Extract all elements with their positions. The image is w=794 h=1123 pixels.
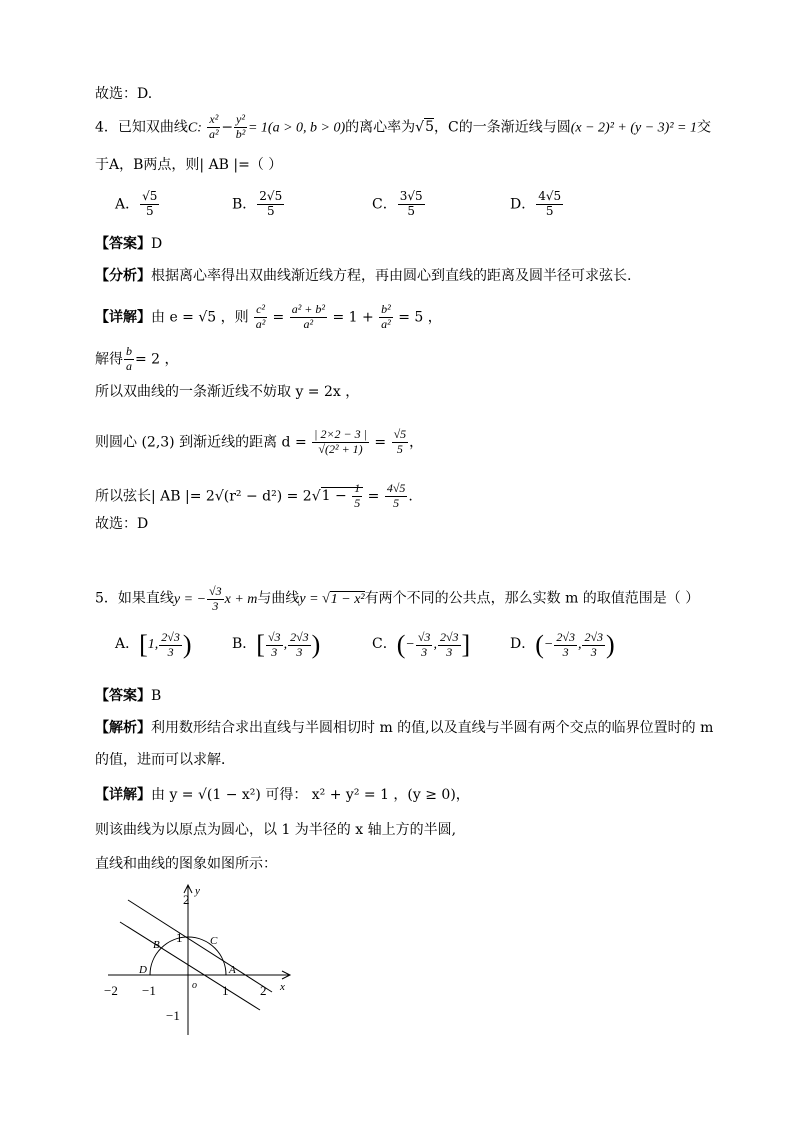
option-fraction: $\frac{4√5}{5}$ xyxy=(538,189,562,218)
option-fraction: $\frac{2√5}{5}$ xyxy=(259,189,283,218)
y-tick-2: 2 xyxy=(183,892,190,907)
answer-tag: 【答案】 xyxy=(95,688,151,704)
q4-conclusion: 故选：D xyxy=(95,516,149,532)
q4-stem-end: 交 xyxy=(696,119,711,136)
option-letter: A． xyxy=(115,196,140,213)
option-letter: D． xyxy=(510,196,536,213)
origin-label: o xyxy=(192,980,197,991)
analysis-tag: 【分析】 xyxy=(95,268,151,284)
frac-1-5: $\frac{1}{5}$ xyxy=(354,481,361,510)
frac-b-a: $\frac{b}{a}$ xyxy=(126,344,132,373)
q4-stem-mid2: ，C的一条渐近线与圆 xyxy=(434,119,571,136)
option-fraction: $\frac{√5}{5}$ xyxy=(142,189,158,218)
frac-4sqrt5-5: $\frac{4√5}{5}$ xyxy=(386,481,406,510)
q5-curve-eq: y = √1 − x² xyxy=(299,591,365,607)
q4-sqrt5: 5 xyxy=(425,119,434,136)
q4-stem: 4．已知双曲线C: $\frac{\text{x²}}{\text{a²}}$ − $\frac{\text{y²}}{\text{b²}}$ = 1(a > 0, b > 0)的离心率为√5，C的一条渐近线与圆(x − 2)² + (y − 3)² = 1交 xyxy=(95,112,711,141)
analysis-text: 利用数形结合求出直线与半圆相切时 m 的值,以及直线与半圆有两个交点的临界位置时的 m xyxy=(151,720,714,736)
q4-stem-line2: 于A，B两点，则| AB |=（ ） xyxy=(95,157,283,173)
y-tick-1: 1 xyxy=(176,930,183,945)
q4-condition: = 1(a > 0, b > 0) xyxy=(247,120,346,136)
q5-stem-mid: 与曲线 xyxy=(257,590,300,607)
option-letter: D． xyxy=(510,636,536,653)
q5-stem xyxy=(95,585,699,614)
q4-detail-2 xyxy=(95,345,179,374)
q4-analysis xyxy=(95,269,631,283)
analysis-tag: 【解析】 xyxy=(95,720,151,736)
detail-text: ， xyxy=(409,434,424,451)
frac-a2b2-a2: $\frac{\text{a² + b²}}{\text{a²}}$ xyxy=(291,302,325,331)
detail-text: . xyxy=(408,488,413,505)
q5-analysis-1 xyxy=(95,721,713,735)
y-tick-neg1: −1 xyxy=(166,1008,180,1023)
q4-stem-prefix: 4．已知双曲线 xyxy=(95,119,188,136)
q4-detail-4: 则圆心 (2,3) 到渐近线的距离 d = $\frac{| 2\times 2 - 3 |}{\text{√(2² + 1)}}$ = $\frac{√5}{5}$ ， xyxy=(95,427,424,456)
q5-option-a: A．[1, $\frac{2√3}{3}$ ) xyxy=(115,629,192,659)
detail-text: 所以弦长| AB |= 2√(r² − d²) = 2 xyxy=(95,488,312,505)
detail-text: = 5 ， xyxy=(398,309,442,326)
q4-answer xyxy=(95,237,162,251)
tangent-line xyxy=(128,900,272,992)
detail-text: 由 e = √5 ，则 xyxy=(151,309,249,326)
q4-option-c xyxy=(372,190,426,219)
q4-curve-name: C: xyxy=(187,120,202,136)
q4-detail-3: 所以双曲线的一条渐近线不妨取 y = 2x ， xyxy=(95,384,360,400)
q4-x-frac: $\frac{\text{x²}}{\text{a²}}$ xyxy=(209,112,219,141)
x-tick-2: 2 xyxy=(260,983,267,998)
x-tick-1: 1 xyxy=(222,983,229,998)
point-b-label: B xyxy=(153,939,160,951)
x-tick-neg2: −2 xyxy=(104,983,118,998)
q5-analysis-2: 的值，进而可以求解． xyxy=(95,752,235,768)
q5-option-d: D．(− $\frac{2√3}{3}$ , $\frac{2√3}{3}$ ) xyxy=(510,629,615,659)
q4-stem-mid: 的离心率为 xyxy=(345,119,416,136)
q5-stem-prefix: 5．如果直线 xyxy=(95,590,174,607)
point-c-label: C xyxy=(210,935,218,947)
frac-c2-a2: $\frac{\text{c²}}{\text{a²}}$ xyxy=(255,302,266,331)
answer-value: B xyxy=(151,688,162,704)
q4-option-d xyxy=(510,190,564,219)
q5-stem-end: 有两个不同的公共点，那么实数 m 的取值范围是（ ） xyxy=(364,590,700,607)
q5-answer xyxy=(95,689,161,703)
option-fraction: $\frac{3√5}{5}$ xyxy=(399,189,423,218)
analysis-text: 根据离心率得出双曲线渐近线方程，再由圆心到直线的距离及圆半径可求弦长. xyxy=(151,268,632,284)
frac-distance: $\frac{| 2\times 2 - 3 |}{\text{√(2² + 1)}}$ xyxy=(314,427,367,456)
q4-option-a xyxy=(115,190,160,219)
detail-tag: 【详解】 xyxy=(95,787,151,803)
q5-detail-3: 直线和曲线的图象如图所示： xyxy=(95,856,277,872)
answer-value: D xyxy=(151,236,163,252)
option-letter: C． xyxy=(372,196,397,213)
x-axis-label: x xyxy=(280,981,285,993)
q5-detail-1 xyxy=(95,788,470,802)
point-d-label: D xyxy=(139,964,147,976)
q4-detail-5: 所以弦长| AB |= 2√(r² − d²) = 2√1 − $\frac{1}{5}$ = $\frac{4√5}{5}$ . xyxy=(95,481,413,510)
option-letter: C． xyxy=(372,636,397,653)
y-axis-label: y xyxy=(195,885,200,897)
q3-answer-line: 故选：D. xyxy=(95,86,153,102)
detail-text: 由 y = √(1 − x²) 可得： x² + y² = 1 ，(y ≥ 0)， xyxy=(151,787,470,803)
q4-circle-eq: (x − 2)² + (y − 3)² = 1 xyxy=(570,120,697,136)
option-letter: B． xyxy=(232,196,257,213)
detail-text: = 2 ， xyxy=(135,351,179,368)
detail-tag: 【详解】 xyxy=(95,309,151,326)
detail-text: 解得 xyxy=(95,351,123,368)
q4-option-b xyxy=(232,190,285,219)
q5-detail-2: 则该曲线为以原点为圆心，以 1 为半径的 x 轴上方的半圆, xyxy=(95,822,457,838)
q5-option-c: C．(− $\frac{√3}{3}$ , $\frac{2√3}{3}$ ] xyxy=(372,629,471,659)
detail-text: 则圆心 (2,3) 到渐近线的距离 d = xyxy=(95,434,307,451)
option-letter: A． xyxy=(115,636,140,653)
q4-y-frac: $\frac{\text{y²}}{\text{b²}}$ xyxy=(235,112,246,141)
q5-line-eq: y = − $\frac{√3}{3}$ x + m xyxy=(173,584,258,613)
detail-text: = 1 + xyxy=(332,309,374,326)
semicircle-figure xyxy=(100,880,300,1040)
frac-b2-a2: $\frac{\text{b²}}{\text{a²}}$ xyxy=(381,302,391,331)
frac-sqrt5-5: $\frac{√5}{5}$ xyxy=(393,427,407,456)
q4-detail-1: 【详解】由 e = √5 ，则 $\frac{\text{c²}}{\text{a²}}$ = $\frac{\text{a² + b²}}{\text{a²}}$ = 1 + $\frac{\text{b²}}{\text{a²}}$ = 5 ， xyxy=(95,302,442,331)
option-letter: B． xyxy=(232,636,257,653)
q5-option-b: B．[ $\frac{√3}{3}$ , $\frac{2√3}{3}$ ) xyxy=(232,629,321,659)
x-tick-neg1: −1 xyxy=(142,983,156,998)
answer-tag: 【答案】 xyxy=(95,236,151,252)
point-a-label: A xyxy=(229,964,236,976)
